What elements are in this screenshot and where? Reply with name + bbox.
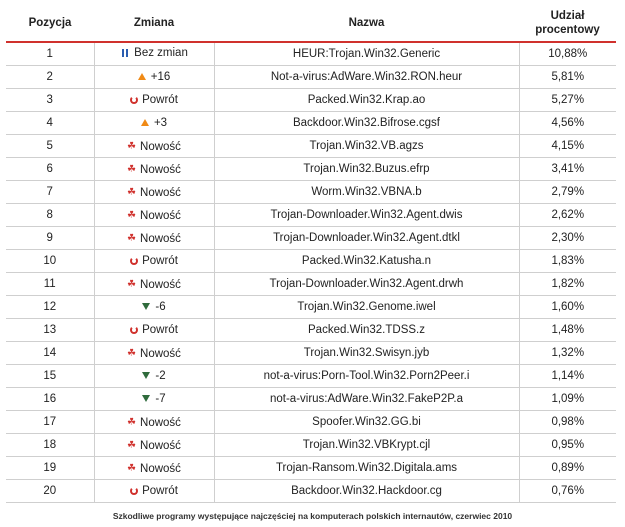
change-label: Nowość: [140, 462, 181, 475]
change-label: Powrót: [142, 323, 178, 336]
down-arrow-icon: [142, 303, 150, 310]
table-row: [6, 457, 616, 480]
change-label: Nowość: [140, 140, 181, 153]
cell-position: 18: [6, 434, 94, 457]
new-icon: ☘: [127, 462, 137, 474]
header-position: Pozycja: [6, 4, 94, 42]
change-indicator: [130, 94, 178, 106]
cell-change: [94, 273, 214, 296]
cell-share: 1,14%: [519, 365, 616, 388]
change-indicator: [127, 417, 181, 429]
cell-change: [94, 181, 214, 204]
cell-change: [94, 434, 214, 457]
return-icon: [130, 96, 138, 104]
change-indicator: [127, 440, 181, 452]
cell-malware-name: not-a-virus:Porn-Tool.Win32.Porn2Peer.i: [214, 365, 519, 388]
cell-malware-name: Backdoor.Win32.Hackdoor.cg: [214, 480, 519, 503]
cell-share: 10,88%: [519, 42, 616, 66]
change-indicator: [127, 164, 181, 176]
change-label: +3: [153, 116, 168, 129]
cell-change: [94, 365, 214, 388]
cell-position: 17: [6, 411, 94, 434]
return-icon: [130, 487, 138, 495]
change-indicator: [130, 255, 178, 267]
change-indicator: [130, 324, 178, 336]
cell-change: [94, 227, 214, 250]
cell-malware-name: Trojan.Win32.VBKrypt.cjl: [214, 434, 519, 457]
change-label: Powrót: [142, 93, 178, 106]
cell-change: [94, 342, 214, 365]
cell-malware-name: Trojan.Win32.Buzus.efrp: [214, 158, 519, 181]
change-label: Nowość: [140, 232, 181, 245]
cell-position: 4: [6, 112, 94, 135]
table-row: [6, 273, 616, 296]
change-label: -7: [155, 392, 166, 405]
nochange-icon: [120, 48, 130, 58]
table-row: [6, 250, 616, 273]
down-arrow-icon: [142, 395, 150, 402]
new-icon: ☘: [127, 163, 137, 175]
cell-position: 12: [6, 296, 94, 319]
cell-change: [94, 204, 214, 227]
cell-share: 1,60%: [519, 296, 616, 319]
change-label: Nowość: [140, 163, 181, 176]
table-row: [6, 158, 616, 181]
cell-position: 19: [6, 457, 94, 480]
cell-malware-name: Trojan.Win32.VB.agzs: [214, 135, 519, 158]
cell-change: [94, 411, 214, 434]
table-row: [6, 89, 616, 112]
change-label: -2: [155, 369, 166, 382]
cell-malware-name: HEUR:Trojan.Win32.Generic: [214, 42, 519, 66]
cell-malware-name: Worm.Win32.VBNA.b: [214, 181, 519, 204]
change-indicator: [141, 117, 167, 129]
cell-share: 2,30%: [519, 227, 616, 250]
cell-share: 1,82%: [519, 273, 616, 296]
change-label: Nowość: [140, 209, 181, 222]
table-row: [6, 66, 616, 89]
cell-position: 1: [6, 42, 94, 66]
table-row: [6, 181, 616, 204]
table-row: [6, 388, 616, 411]
cell-change: [94, 135, 214, 158]
cell-share: 3,41%: [519, 158, 616, 181]
cell-change: [94, 480, 214, 503]
cell-malware-name: Packed.Win32.Katusha.n: [214, 250, 519, 273]
change-label: +16: [150, 70, 171, 83]
cell-position: 6: [6, 158, 94, 181]
cell-share: 1,83%: [519, 250, 616, 273]
cell-position: 8: [6, 204, 94, 227]
new-icon: ☘: [127, 140, 137, 152]
change-indicator: [127, 463, 181, 475]
cell-share: 2,79%: [519, 181, 616, 204]
cell-share: 0,89%: [519, 457, 616, 480]
up-arrow-icon: [141, 119, 149, 126]
table-row: [6, 319, 616, 342]
cell-malware-name: Trojan.Win32.Swisyn.jyb: [214, 342, 519, 365]
change-indicator: [130, 485, 178, 497]
change-indicator: [120, 47, 188, 59]
cell-malware-name: Not-a-virus:AdWare.Win32.RON.heur: [214, 66, 519, 89]
cell-position: 2: [6, 66, 94, 89]
cell-position: 20: [6, 480, 94, 503]
cell-share: 1,48%: [519, 319, 616, 342]
cell-share: 2,62%: [519, 204, 616, 227]
header-share-line1: Udział: [550, 9, 585, 22]
cell-share: 5,27%: [519, 89, 616, 112]
cell-position: 15: [6, 365, 94, 388]
change-label: Bez zmian: [134, 47, 188, 59]
change-indicator: [127, 233, 181, 245]
new-icon: ☘: [127, 278, 137, 290]
change-indicator: [127, 141, 181, 153]
change-label: Nowość: [140, 186, 181, 199]
cell-position: 14: [6, 342, 94, 365]
cell-position: 3: [6, 89, 94, 112]
cell-share: 5,81%: [519, 66, 616, 89]
header-share: [519, 4, 616, 42]
table-row: [6, 135, 616, 158]
change-indicator: [142, 393, 165, 405]
malware-ranking-table: [6, 4, 616, 503]
return-icon: [130, 326, 138, 334]
cell-share: 4,15%: [519, 135, 616, 158]
cell-change: [94, 89, 214, 112]
cell-share: 4,56%: [519, 112, 616, 135]
change-indicator: [127, 279, 181, 291]
new-icon: ☘: [127, 416, 137, 428]
table-row: [6, 411, 616, 434]
new-icon: ☘: [127, 186, 137, 198]
cell-change: [94, 112, 214, 135]
cell-malware-name: Trojan-Ransom.Win32.Digitala.ams: [214, 457, 519, 480]
cell-change: [94, 388, 214, 411]
cell-malware-name: Packed.Win32.Krap.ao: [214, 89, 519, 112]
new-icon: ☘: [127, 439, 137, 451]
change-label: Nowość: [140, 347, 181, 360]
return-icon: [130, 257, 138, 265]
cell-position: 16: [6, 388, 94, 411]
new-icon: ☘: [127, 232, 137, 244]
cell-position: 11: [6, 273, 94, 296]
cell-position: 7: [6, 181, 94, 204]
cell-malware-name: Packed.Win32.TDSS.z: [214, 319, 519, 342]
table-row: [6, 296, 616, 319]
change-label: -6: [155, 300, 166, 313]
cell-change: [94, 158, 214, 181]
table-row: [6, 42, 616, 66]
ranking-table-container: [6, 4, 616, 503]
cell-share: 1,09%: [519, 388, 616, 411]
table-row: [6, 204, 616, 227]
table-row: [6, 112, 616, 135]
change-label: Nowość: [140, 278, 181, 291]
table-row: [6, 434, 616, 457]
table-caption: Szkodliwe programy występujące najczęściej na komputerach polskich internautów, czerwiec 2010: [112, 511, 513, 521]
header-name: Nazwa: [214, 4, 519, 42]
cell-share: 0,76%: [519, 480, 616, 503]
cell-position: 9: [6, 227, 94, 250]
cell-change: [94, 66, 214, 89]
table-body: [6, 42, 616, 503]
change-label: Nowość: [140, 416, 181, 429]
cell-position: 5: [6, 135, 94, 158]
cell-malware-name: Trojan-Downloader.Win32.Agent.dtkl: [214, 227, 519, 250]
table-row: [6, 342, 616, 365]
table-row: [6, 480, 616, 503]
cell-change: [94, 319, 214, 342]
cell-share: 0,95%: [519, 434, 616, 457]
cell-malware-name: Trojan-Downloader.Win32.Agent.dwis: [214, 204, 519, 227]
up-arrow-icon: [138, 73, 146, 80]
cell-malware-name: Spoofer.Win32.GG.bi: [214, 411, 519, 434]
new-icon: ☘: [127, 347, 137, 359]
cell-position: 10: [6, 250, 94, 273]
new-icon: ☘: [127, 209, 137, 221]
cell-position: 13: [6, 319, 94, 342]
change-indicator: [127, 187, 181, 199]
change-indicator: [142, 301, 165, 313]
change-indicator: [142, 370, 165, 382]
cell-share: 0,98%: [519, 411, 616, 434]
down-arrow-icon: [142, 372, 150, 379]
cell-change: [94, 296, 214, 319]
cell-malware-name: Backdoor.Win32.Bifrose.cgsf: [214, 112, 519, 135]
change-indicator: [127, 210, 181, 222]
change-indicator: [138, 71, 171, 83]
change-label: Powrót: [142, 254, 178, 267]
header-share-line2: procentowy: [535, 23, 600, 36]
cell-malware-name: Trojan-Downloader.Win32.Agent.drwh: [214, 273, 519, 296]
cell-change: [94, 250, 214, 273]
cell-change: [94, 42, 214, 66]
table-row: [6, 227, 616, 250]
header-change: Zmiana: [94, 4, 214, 42]
cell-malware-name: not-a-virus:AdWare.Win32.FakeP2P.a: [214, 388, 519, 411]
cell-share: 1,32%: [519, 342, 616, 365]
cell-malware-name: Trojan.Win32.Genome.iwel: [214, 296, 519, 319]
change-label: Powrót: [142, 484, 178, 497]
table-row: [6, 365, 616, 388]
change-label: Nowość: [140, 439, 181, 452]
cell-change: [94, 457, 214, 480]
table-header-row: [6, 4, 616, 42]
change-indicator: [127, 348, 181, 360]
